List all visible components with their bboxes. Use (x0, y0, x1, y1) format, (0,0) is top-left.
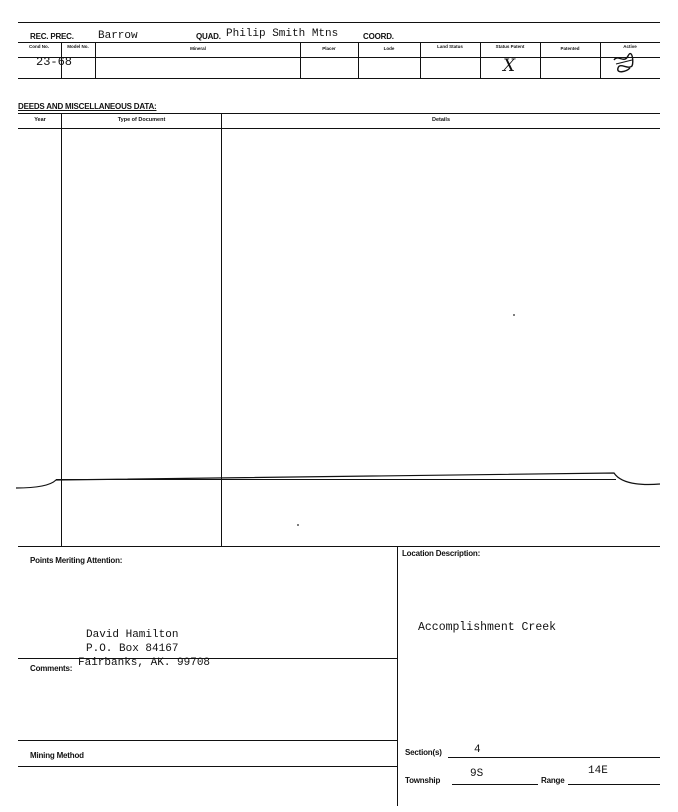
quad-label: QUAD. (196, 32, 221, 41)
deeds-header-rule (18, 128, 660, 129)
col-status-patent: Status Patent (495, 44, 525, 49)
points-address-line1: David Hamilton (86, 629, 179, 641)
speck-dot (297, 524, 299, 526)
range-value: 14E (588, 765, 608, 777)
section-label: Section(s) (405, 748, 442, 757)
deeds-col-details: Details (431, 117, 451, 123)
location-value: Accomplishment Creek (418, 621, 557, 634)
deeds-col-year: Year (34, 117, 46, 123)
deeds-top-rule (18, 113, 660, 114)
claims-header-bottom (18, 57, 660, 58)
points-address-line2: P.O. Box 84167 (86, 643, 179, 655)
bottom-section-rule (18, 546, 660, 547)
col-model-no: Model No. (67, 44, 89, 49)
col-divider (420, 42, 421, 78)
comments-label: Comments: (30, 664, 73, 673)
points-address-line3: Fairbanks, AK. 99708 (78, 657, 211, 669)
col-land-status: Land Status (437, 44, 463, 49)
rec-prec-label: REC. PREC. (30, 32, 74, 41)
col-divider (600, 42, 601, 78)
deeds-col-type: Type of Document (117, 117, 166, 123)
speck-dot (513, 314, 515, 316)
township-label: Township (405, 776, 441, 785)
col-active: Active (623, 44, 637, 49)
quad-value: Philip Smith Mtns (226, 28, 339, 40)
col-divider (480, 42, 481, 78)
location-label: Location Description: (402, 549, 481, 558)
range-field-line (568, 784, 660, 785)
col-placer: Placer (322, 46, 336, 51)
page-break-curve (14, 468, 662, 496)
status-patent-mark: X (503, 56, 516, 76)
active-scribble-icon (610, 52, 638, 74)
township-value: 9S (470, 768, 484, 780)
col-lode: Lode (383, 46, 395, 51)
section-value: 4 (474, 744, 481, 756)
col-patented: Patented (560, 46, 580, 51)
section-field-line (448, 757, 660, 758)
deeds-title: DEEDS AND MISCELLANEOUS DATA: (18, 102, 157, 111)
mining-method-label: Mining Method (30, 751, 84, 760)
cond-no-value: 23-68 (36, 55, 73, 69)
range-label: Range (541, 776, 565, 785)
col-cond-no: Cond No. (29, 44, 49, 49)
coord-label: COORD. (363, 32, 394, 41)
mining-method-rule-bottom (18, 766, 397, 767)
col-mineral: Mineral (190, 46, 206, 51)
township-field-line (452, 784, 538, 785)
rec-prec-value: Barrow (98, 30, 138, 42)
deeds-break-rule (56, 479, 616, 480)
bottom-center-divider (397, 546, 398, 806)
claims-table-top (18, 42, 660, 43)
mining-method-rule-top (18, 740, 397, 741)
top-rule (18, 22, 660, 23)
claims-table-bottom (18, 78, 660, 79)
points-label: Points Meriting Attention: (30, 556, 123, 565)
